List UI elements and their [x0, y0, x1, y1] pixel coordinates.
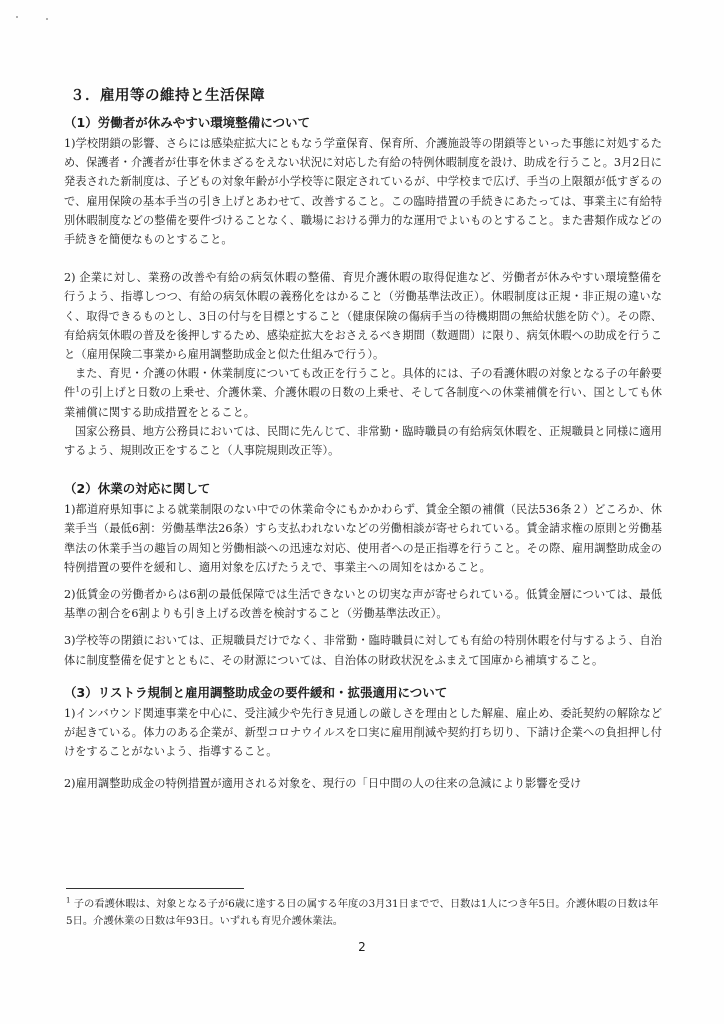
subsection-3-heading: （3）リストラ規制と雇用調整助成金の要件緩和・拡張適用について: [64, 684, 448, 700]
subsection-1-heading: （1）労働者が休みやすい環境整備について: [64, 115, 310, 130]
section-heading: ３．雇用等の維持と生活保障: [70, 88, 265, 104]
paragraph-3-text-b: の引上げと日数の上乗せ、介護休業、介護休暇の日数の上乗せ、そして各制度への休業補償を行い、国としても休業補償に関する助成措置をとること。: [64, 386, 662, 419]
subsection-1-paragraph-3: [64, 364, 662, 422]
footnote-divider: [66, 888, 244, 889]
subsection-3-paragraph-1: 1)インバウンド関連事業を中心に、受注減少や先行き見通しの厳しさを理由とした解雇、雇止め、委託契約の解除などが起きている。体力のある企業が、新型コロナウイルスを口実に雇用削減や契約打ち切り、下請け企業への負担押し付けをすることがないよう、指導すること。: [64, 706, 662, 759]
subsection-1-paragraph-4: 国家公務員、地方公務員においては、民間に先んじて、非常勤・臨時職員の有給病気休暇を、正規職員と同様に適用するよう、規則改正をすること（人事院規則改正等）。: [64, 424, 662, 458]
footnote-mark: 1: [66, 896, 71, 905]
footnote-reference[interactable]: 1: [75, 385, 80, 394]
subsection-2-paragraph-3: 3)学校等の閉鎖においては、正規職員だけでなく、非常勤・臨時職員に対しても有給の特別休暇を付与するよう、自治体に制度整備を促すとともに、その財源については、自治体の財政状況をふまえて国庫から補填すること。: [64, 634, 662, 667]
subsection-3-paragraph-2: 2)雇用調整助成金の特例措置が適用される対象を、現行の「日中間の人の往来の急減により影響を受け: [64, 777, 582, 791]
page-number: 2: [358, 940, 366, 954]
subsection-2-paragraph-1: 1)都道府県知事による就業制限のない中での休業命令にもかかわらず、賃金全額の補償（民法536条２）どころか、休業手当（最低6割：労働基準法26条）すら支払われないなどの労働相談が寄せられている。賃金請求権の原則と労働基準法の休業手当の趣旨の周知と労働相談への迅速な対応、使用者への是正指導を行うこと。その際、雇用調整助成金の特例措置の要件を緩和し、適用対象を広げたうえで、事業主への周知をはかること。: [64, 503, 662, 574]
subsection-1-paragraph-1: 1)学校閉鎖の影響、さらには感染症拡大にともなう学童保育、保育所、介護施設等の閉鎖等といった事態に対処するため、保護者・介護者が仕事を休まざるをえない状況に対応した有給の特例休暇制度を設け、助成を行うこと。3月2日に発表された新制度は、子どもの対象年齢が小学校等に限定されているが、中学校まで広げ、手当の上限額が低すぎるので、雇用保険の基本手当の引き上げとあわせて、改善すること。この臨時措置の手続きにあたっては、事業主に有給特別休暇制度などの整備を要件づけることなく、職場における弾力的な運用でよいものとすること。また書類作成などの手続きを簡便なものとすること。: [64, 137, 662, 247]
subsection-1-paragraph-2: 2) 企業に対し、業務の改善や有給の病気休暇の整備、育児介護休暇の取得促進など、労働者が休みやすい環境整備を行うよう、指導しつつ、有給の病気休暇の義務化をはかること（労働基準法改正）。休暇制度は正規・非正規の違いなく、取得できるものとし、3日の付与を目標とすること（健康保険の傷病手当の待機期間の無給状態を防ぐ）。その際、有給病気休暇の普及を後押しするため、感染症拡大をおさえるべき期間（数週間）に限り、病気休暇への助成を行うこと（雇用保険二事業から雇用調整助成金と似た仕組みで行う）。: [64, 271, 662, 362]
scan-specks: [14, 12, 54, 22]
main-content: [64, 84, 662, 794]
paragraph-3-text-a: また、育児・介護の休暇・休業制度についても改正を行うこと。具体的には、子の看護休暇の対象となる子の年齢要件: [64, 367, 662, 400]
footnote-text: 子の看護休暇は、対象となる子が6歳に達する日の属する年度の3月31日までで、日数は1人につき年5日。介護休暇の日数は年5日。介護休業の日数は年93日。いずれも育児介護休業法。: [66, 898, 659, 927]
subsection-2-paragraph-2: 2)低賃金の労働者からは6割の最低保障では生活できないとの切実な声が寄せられている。低賃金層については、最低基準の割合を6割よりも引き上げる改善を検討すること（労働基準法改正）。: [64, 588, 662, 621]
footnote: [66, 896, 662, 930]
subsection-2-heading: （2）休業の対応に関して: [64, 481, 211, 497]
